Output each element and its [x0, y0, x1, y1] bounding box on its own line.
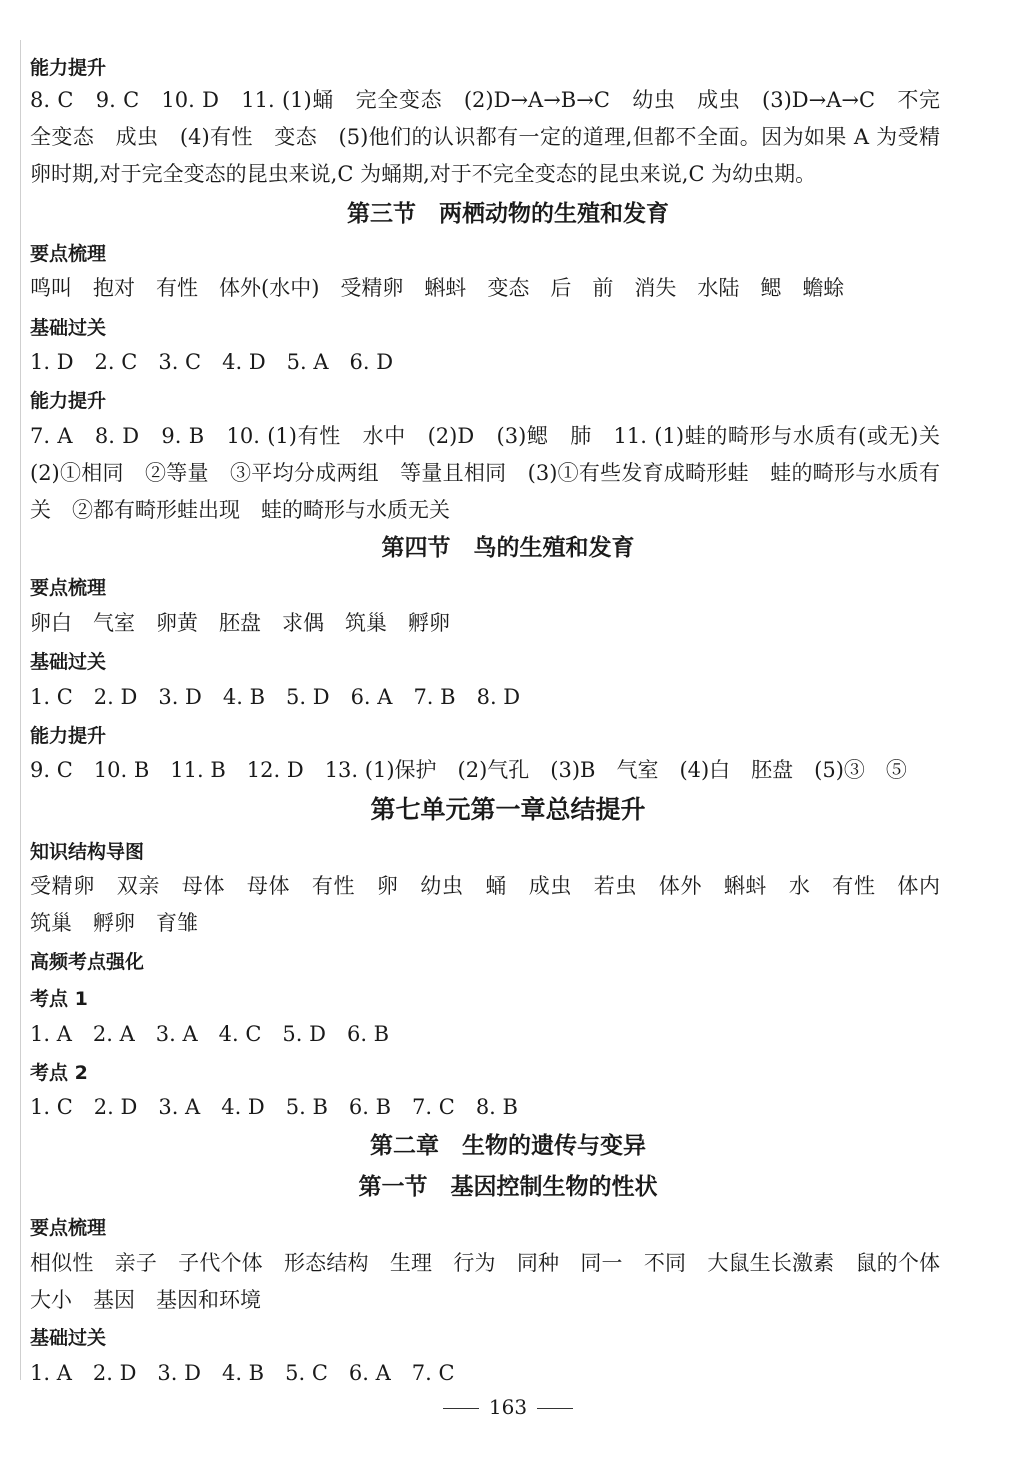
heading-basics-2: 基础过关 — [30, 651, 107, 673]
page-number: 163 — [488, 1395, 528, 1419]
answers-basics-2: 1. C 2. D 3. D 4. B 5. D 6. A 7. B 8. D — [30, 685, 521, 709]
footer-dash-right — [537, 1408, 573, 1409]
heading-key-points-3: 要点梳理 — [30, 1217, 107, 1239]
heading-basics: 基础过关 — [30, 317, 107, 339]
answers-knowledge-map: 受精卵 双亲 母体 母体 有性 卵 幼虫 蛹 成虫 若虫 体外 蝌蚪 水 有性 体内 筑巢 孵卵 育雏 — [30, 874, 961, 935]
heading-ability: 能力提升 — [30, 57, 107, 79]
heading-point-1: 考点 1 — [30, 988, 88, 1010]
heading-knowledge-map: 知识结构导图 — [30, 841, 145, 863]
answers-ability-1: 8. C 9. C 10. D 11. (1)蛹 完全变态 (2)D→A→B→C 幼虫 成虫 (3)D→A→C 不完全变态 成虫 (4)有性 变态 (5)他们的认识都有一定的道理,但都不全面。因为如果 A 为受精卵时期,对于完全变态的昆虫来说,C 为蛹期,对于不完全变态的昆虫来说,C 为幼虫期。 — [30, 88, 940, 186]
section-title-birds: 第四节 鸟的生殖和发育 — [381, 535, 635, 561]
heading-ability-2: 能力提升 — [30, 390, 107, 412]
heading-point-2: 考点 2 — [30, 1062, 88, 1084]
footer-dash-left — [443, 1408, 479, 1409]
heading-key-points: 要点梳理 — [30, 243, 107, 265]
section-title-genes: 第一节 基因控制生物的性状 — [358, 1174, 658, 1200]
page-footer — [0, 1392, 1016, 1422]
answers-key-points-1: 鸣叫 抱对 有性 体外(水中) 受精卵 蝌蚪 变态 后 前 消失 水陆 鳃 蟾蜍 — [30, 276, 845, 300]
answers-point-2: 1. C 2. D 3. A 4. D 5. B 6. B 7. C 8. B — [30, 1095, 518, 1119]
answers-ability-2: 7. A 8. D 9. B 10. (1)有性 水中 (2)D (3)鳃 肺 11. (1)蛙的畸形与水质有(或无)关 (2)①相同 ②等量 ③平均分成两组 等量且相同 (3)①有些发育成畸形蛙 蛙的畸形与水质有关 ②都有畸形蛙出现 蛙的畸形与水质无关 — [30, 424, 961, 522]
section-title-amphibians: 第三节 两栖动物的生殖和发育 — [347, 201, 669, 227]
heading-high-frequency: 高频考点强化 — [30, 951, 145, 973]
answers-key-points-2: 卵白 气室 卵黄 胚盘 求偶 筑巢 孵卵 — [30, 611, 450, 635]
answers-basics-1: 1. D 2. C 3. C 4. D 5. A 6. D — [30, 350, 394, 374]
answers-basics-3: 1. A 2. D 3. D 4. B 5. C 6. A 7. C — [30, 1361, 455, 1385]
heading-ability-3: 能力提升 — [30, 725, 107, 747]
chapter-title-heredity: 第二章 生物的遗传与变异 — [370, 1133, 646, 1159]
section-title-unit-summary: 第七单元第一章总结提升 — [370, 795, 646, 824]
answers-point-1: 1. A 2. A 3. A 4. C 5. D 6. B — [30, 1022, 390, 1046]
heading-basics-3: 基础过关 — [30, 1327, 107, 1349]
heading-key-points-2: 要点梳理 — [30, 577, 107, 599]
answers-ability-3: 9. C 10. B 11. B 12. D 13. (1)保护 (2)气孔 (3)B 气室 (4)白 胚盘 (5)③ ⑤ — [30, 758, 907, 782]
answers-key-points-3: 相似性 亲子 子代个体 形态结构 生理 行为 同种 同一 不同 大鼠生长激素 鼠的个体大小 基因 基因和环境 — [30, 1251, 940, 1312]
